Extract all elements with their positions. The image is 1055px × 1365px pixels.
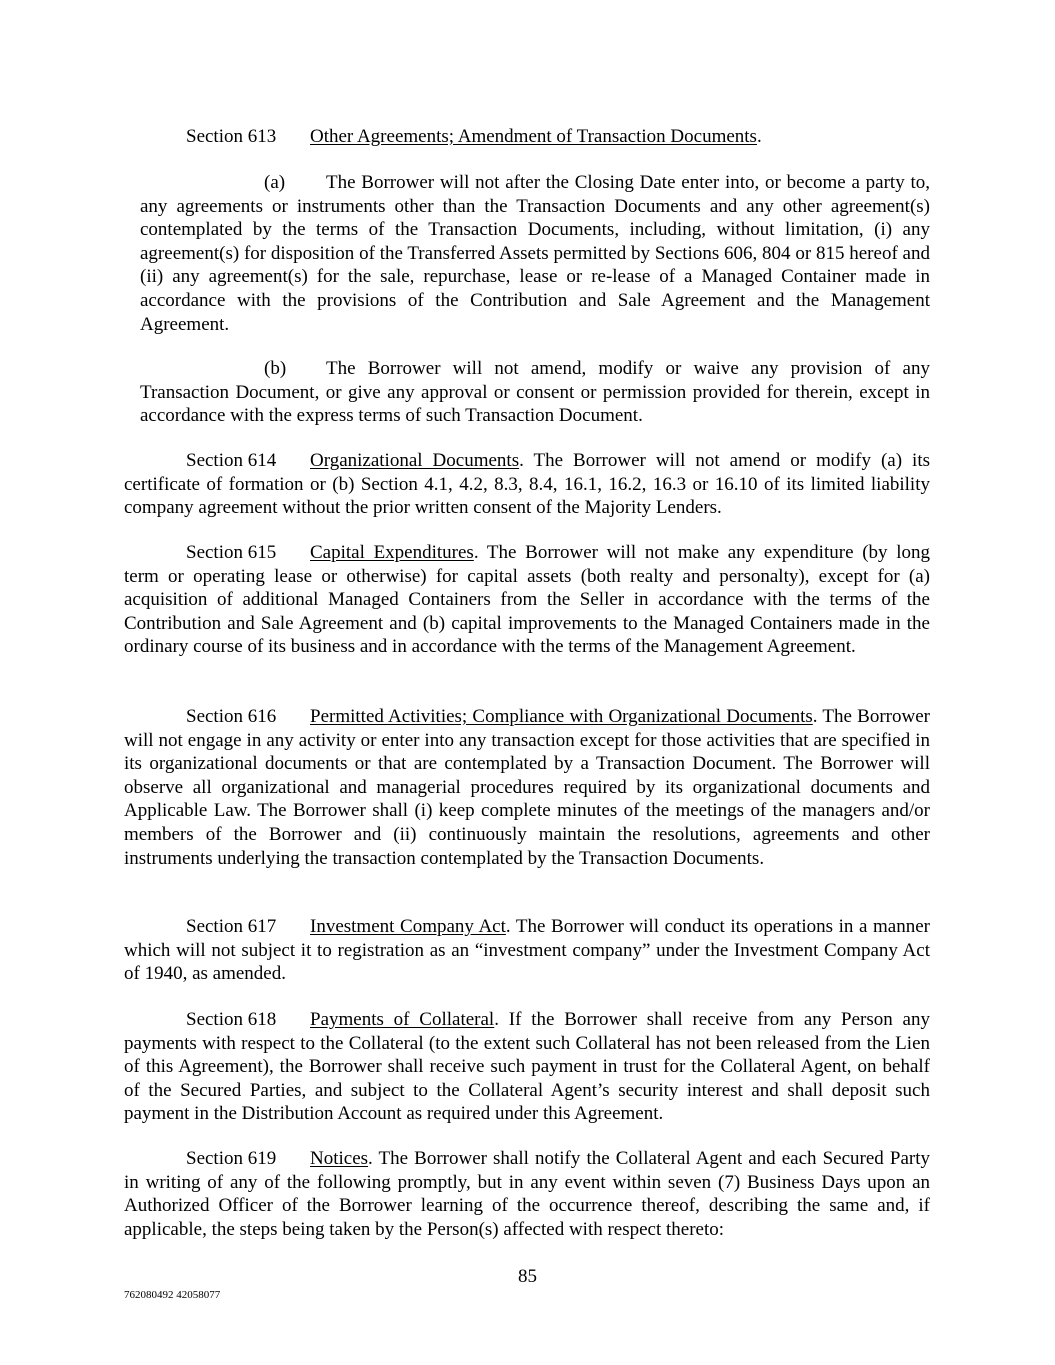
section-615-title: Capital Expenditures xyxy=(310,542,474,563)
section-618-body: . If the Borrower shall receive from any Person any payments with respect to the Collateral (to the extent such Collateral has not been released from the Lien of this Agreement), the Borrower shall receive such payment in trust for the Collateral Agent, on behalf of the Secured Parties, and subject to the Collateral Agent’s security interest and shall deposit such payment in the Distribution Account as required under this Agreement. xyxy=(124,1009,930,1125)
section-614-paragraph xyxy=(124,449,930,520)
page-number: 85 xyxy=(518,1266,537,1287)
section-617-body: . The Borrower will conduct its operations in a manner which will not subject it to registration as an “investment company” under the Investment Company Act of 1940, as amended. xyxy=(124,916,930,985)
section-617-title: Investment Company Act xyxy=(310,916,506,937)
section-613-a-label: (a) xyxy=(264,172,286,193)
section-613-heading xyxy=(124,125,930,149)
section-618-number: Section 618 xyxy=(186,1009,277,1030)
section-616-title: Permitted Activities; Compliance with Organizational Documents xyxy=(310,706,813,727)
section-618-paragraph xyxy=(124,1008,930,1126)
section-613-b-label: (b) xyxy=(264,358,287,379)
section-615-paragraph xyxy=(124,541,930,659)
section-614-body: . The Borrower will not amend or modify (a) its certificate of formation or (b) Section 4.1, 4.2, 8.3, 8.4, 16.1, 16.2, 16.3 or 16.10 of its limited liability company agreement without the prior written consent of the Majority Lenders. xyxy=(124,450,930,519)
section-613-a-text: The Borrower will not after the Closing Date enter into, or become a party to, any agreements or instruments other than the Transaction Documents and any other agreement(s) contemplated by the terms of the Transaction Documents, including, without limitation, (i) any agreement(s) for disposition of the Transferred Assets permitted by Sections 606, 804 or 815 hereof and (ii) any agreement(s) for the sale, repurchase, lease or re-lease of a Managed Container made in accordance with the provisions of the Contribution and Sale Agreement and the Management Agreement. xyxy=(140,172,930,335)
document-id: 762080492 42058077 xyxy=(124,1289,221,1301)
section-613-number: Section 613 xyxy=(186,126,277,147)
section-614-number: Section 614 xyxy=(186,450,277,471)
section-613-b-text: The Borrower will not amend, modify or waive any provision of any Transaction Document, or give any approval or consent or permission provided for therein, except in accordance with the express terms of such Transaction Document. xyxy=(140,358,930,427)
section-615-number: Section 615 xyxy=(186,542,277,563)
section-617-paragraph xyxy=(124,915,930,986)
section-619-body: . The Borrower shall notify the Collateral Agent and each Secured Party in writing of any of the following promptly, but in any event within seven (7) Business Days upon an Authorized Officer of the Borrower learning of the occurrence thereof, describing the same and, if applicable, the steps being taken by the Person(s) affected with respect thereto: xyxy=(124,1148,930,1240)
section-619-paragraph xyxy=(124,1147,930,1241)
section-613-period: . xyxy=(756,126,762,147)
section-617-number: Section 617 xyxy=(186,916,277,937)
section-613-paragraph-a xyxy=(140,171,930,336)
section-616-paragraph xyxy=(124,705,930,870)
section-618-title: Payments of Collateral xyxy=(310,1009,495,1030)
section-615-body: . The Borrower will not make any expenditure (by long term or operating lease or otherwise) for capital assets (both realty and personalty), except for (a) acquisition of additional Managed Containers from the Seller in accordance with the terms of the Contribution and Sale Agreement and (b) capital improvements to the Managed Containers made in the ordinary course of its business and in accordance with the terms of the Management Agreement. xyxy=(124,542,930,658)
section-616-number: Section 616 xyxy=(186,706,277,727)
section-613-paragraph-b xyxy=(140,357,930,428)
section-619-title: Notices xyxy=(310,1148,369,1169)
section-614-title: Organizational Documents xyxy=(310,450,520,471)
section-616-body: . The Borrower will not engage in any activity or enter into any transaction except for those activities that are specified in its organizational documents or that are contemplated by a Transaction Document. The Borrower will observe all organizational and managerial procedures required by its organizational documents and Applicable Law. The Borrower shall (i) keep complete minutes of the meetings of the managers and/or members of the Borrower and (ii) continuously maintain the resolutions, agreements and other instruments underlying the transaction contemplated by the Transaction Documents. xyxy=(124,706,930,869)
section-613-title: Other Agreements; Amendment of Transaction Documents xyxy=(310,126,757,147)
section-619-number: Section 619 xyxy=(186,1148,277,1169)
